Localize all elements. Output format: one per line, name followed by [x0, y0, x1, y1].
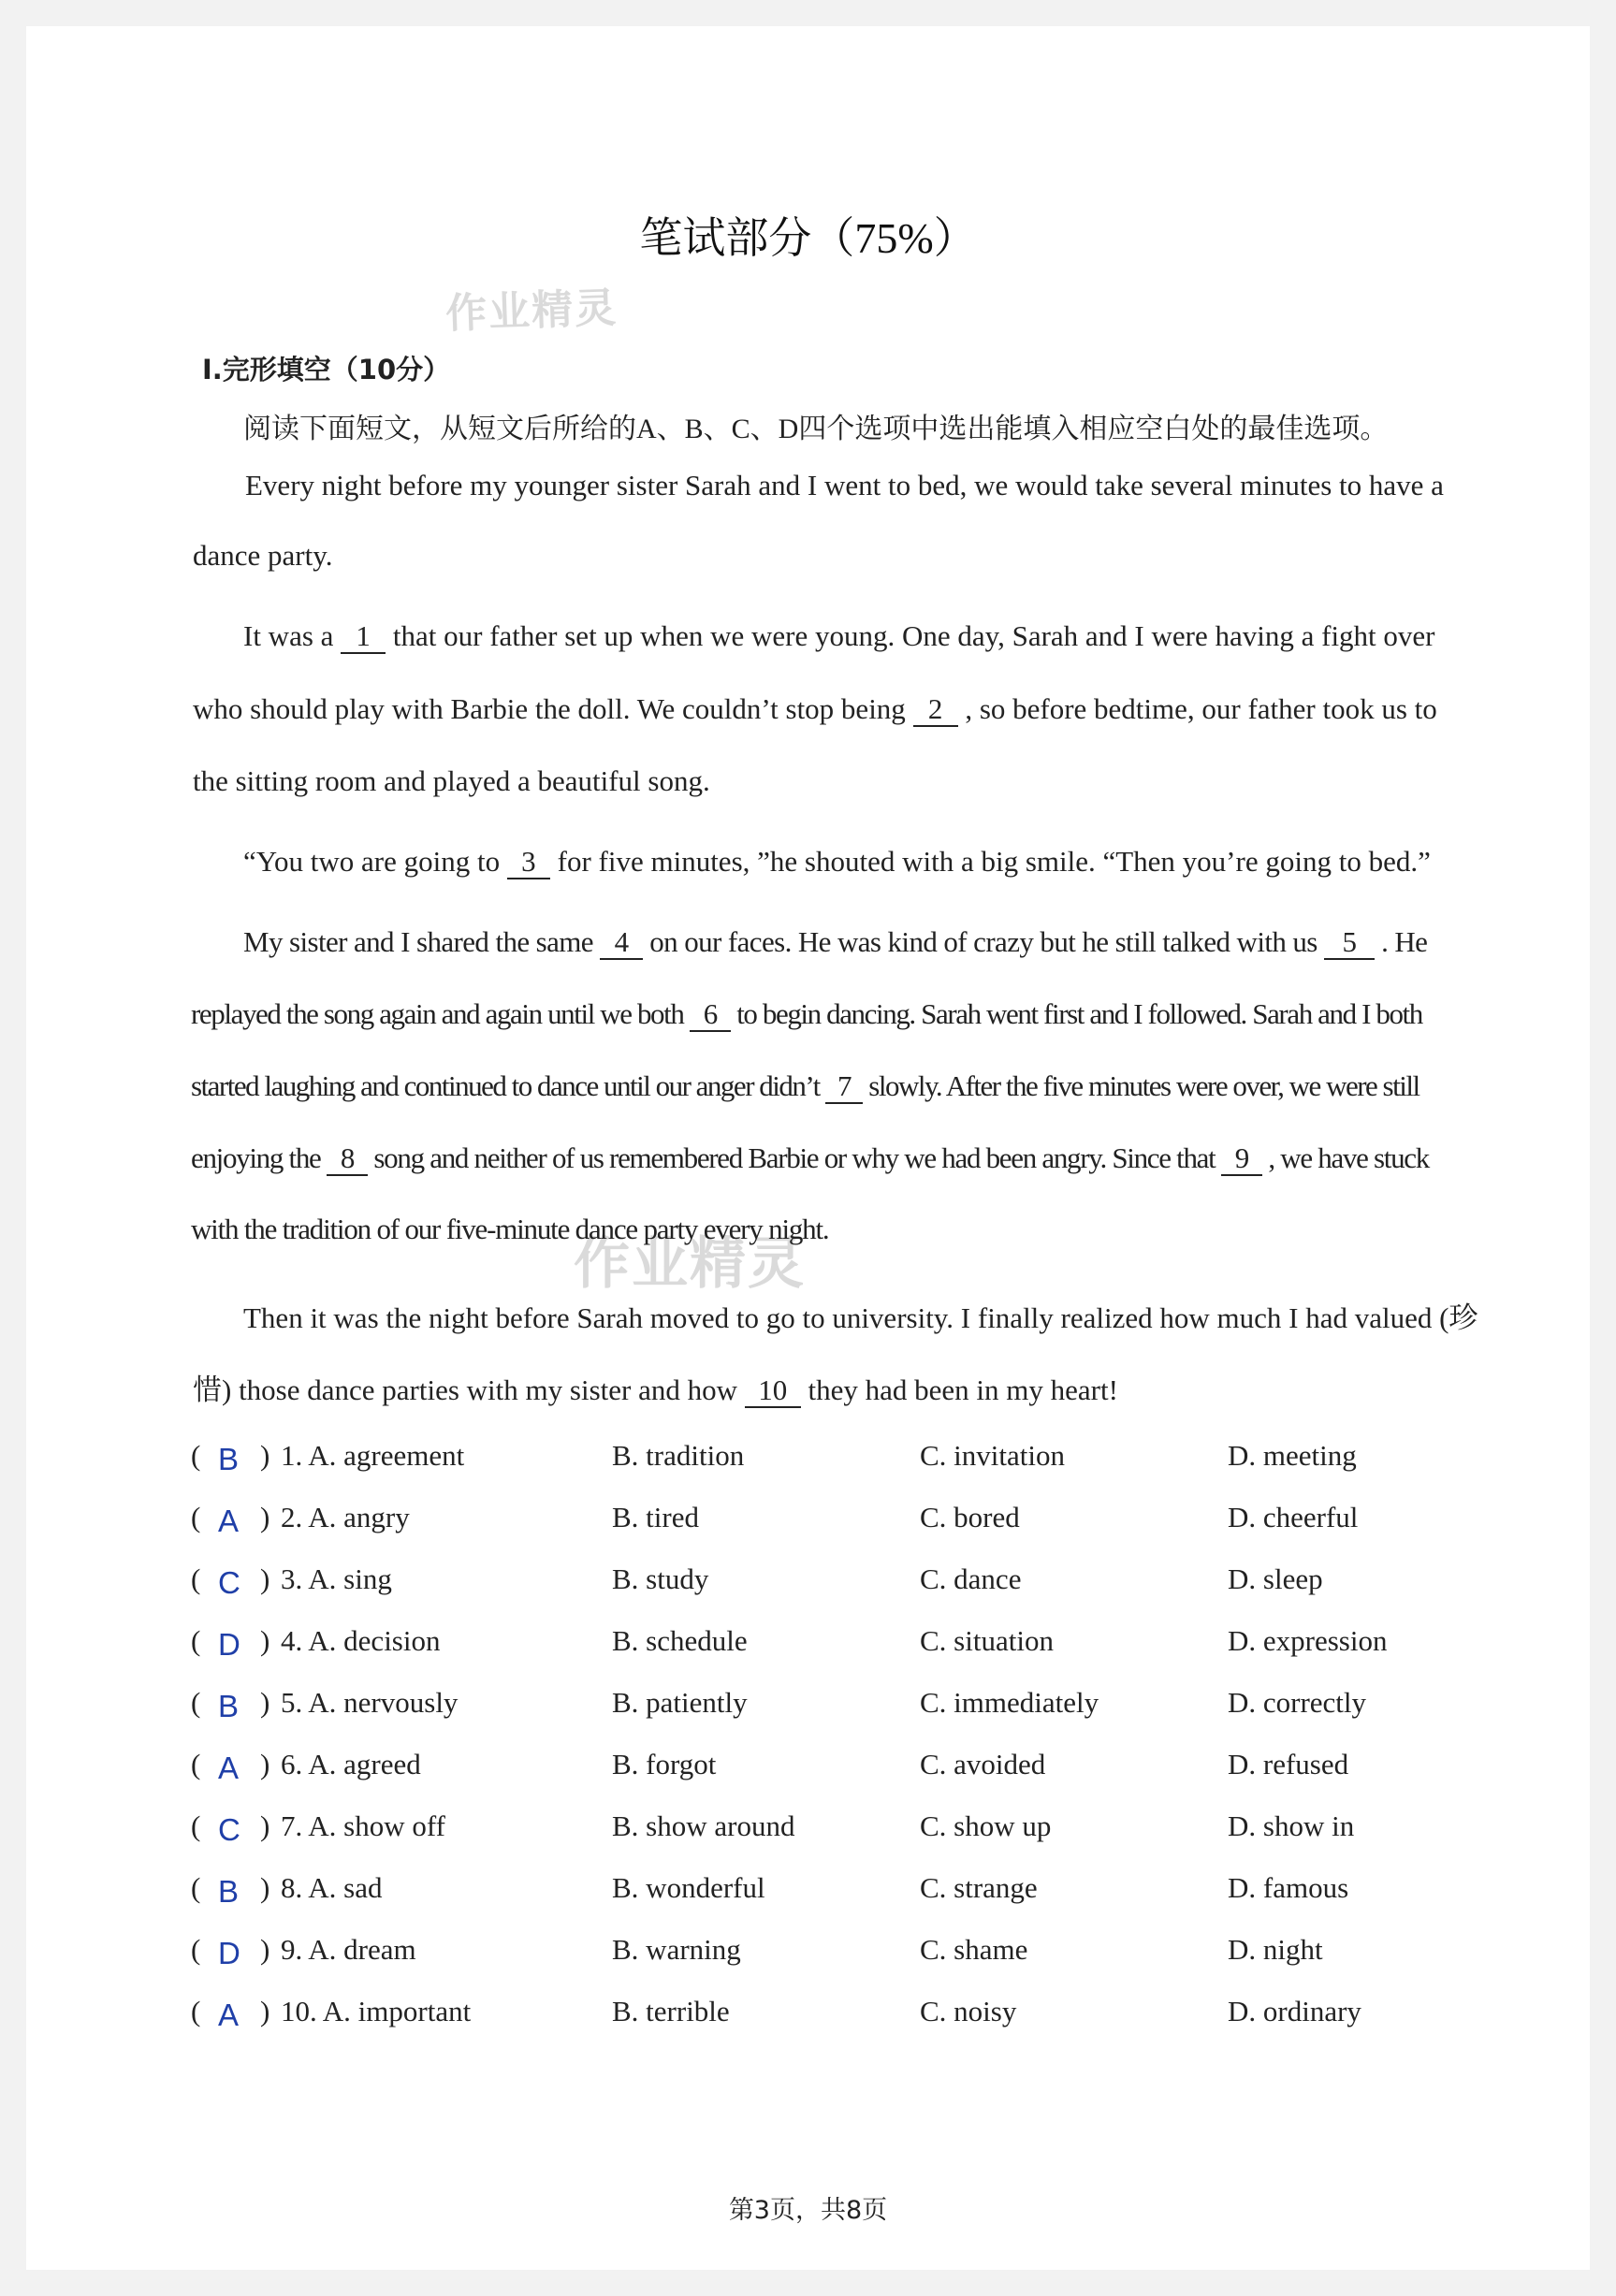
passage-line: replayed the song again and again until we both 6 to begin dancing. Sarah went first and I followed. Sarah and I both: [191, 997, 1422, 1030]
option-c: C. invitation: [920, 1439, 1065, 1472]
passage-line: 惜) those dance parties with my sister and how 10 they had been in my heart!: [193, 1373, 1118, 1406]
passage-line: It was a 1 that our father set up when we were young. One day, Sarah and I were having a fight over: [243, 619, 1435, 652]
blank-1: 1: [341, 621, 386, 654]
answer-mark: A: [218, 1751, 240, 1785]
section-heading: Ⅰ.完形填空（10分）: [202, 354, 451, 385]
passage-line: My sister and I shared the same 4 on our faces. He was kind of crazy but he still talked with us 5 . He: [243, 925, 1428, 958]
option-b: B. patiently: [612, 1686, 748, 1719]
option-a: 3. A. sing: [281, 1562, 392, 1595]
option-a: 10. A. important: [281, 1995, 472, 2027]
answer-mark: A: [218, 1504, 240, 1538]
blank-7: 7: [825, 1071, 863, 1104]
option-d: D. correctly: [1228, 1686, 1367, 1719]
answer-mark: B: [218, 1874, 240, 1909]
passage-line: “You two are going to 3 for five minutes, ”he shouted with a big smile. “Then you’re going to bed.”: [243, 845, 1431, 878]
option-b: B. warning: [612, 1933, 741, 1966]
option-c: C. bored: [920, 1501, 1020, 1533]
answer-mark: C: [218, 1565, 240, 1600]
option-d: D. expression: [1228, 1624, 1388, 1657]
option-a: 7. A. show off: [281, 1809, 445, 1842]
exam-page: 笔试部分（75%） 作业精灵 作业精灵 Ⅰ.完形填空（10分） 阅读下面短文，从短文后所给的A、B、C、D四个选项中选出能填入相应空白处的最佳选项。 Every night before my younger sister Sarah and I went to bed, we would take several minutes to have a dance party. It was a 1 that our father set up when we were young. One day, Sarah and I were having a fight over who should play with Barbie the doll. We couldn’t stop being 2 , so before bedtime, our father took us to the sitting room and played a beautiful song. “You two are going to 3 for five minutes, ”he shouted with a big smile. “Then you’re going to bed.” My sister and I shared the same 4 on our faces. He was kind of crazy but he still talked with us 5 . He replayed the song again and again until we both 6 to begin dancing. Sarah went first and I followed. Sarah and I both started laughing and continued to dance until our anger didn’t 7 slowly. After the five minutes were over, we were still enjoying the 8 song and neither of us remembered Barbie or why we had been angry. Since that 9 , we have stuck with the tradition of our five-minute dance party every night. Then it was the night before Sarah moved to go to university. I finally realized how much I had valued (珍 惜) those dance parties with my sister and how 10 they had been in my heart! ( B ) 1. A. agreement B. tradition C. invitation D. meeting ( A ) 2. A. angry B. tired C. bored D. cheerful ( C ) 3. A. sing B. study C. dance D. sleep ( D ) 4. A. decision B. schedule C. situation D. expression ( B ) 5. A. nervously B. patiently C. immediately D. correctly ( A ) 6. A. agreed B. forgot C. avoided D. refused ( C ) 7. A. show off B. show around C. show up D. show in ( B ) 8. A. sad B. wonderful C. strange D. famous ( D ) 9. A. dream B. warning C. shame D. night ( A ) 10. A. important B. terrible C. noisy D. ordinary 第3页，共8页: [26, 26, 1590, 2270]
option-c: C. show up: [920, 1809, 1052, 1842]
option-c: C. immediately: [920, 1686, 1099, 1719]
page-footer: 第3页，共8页: [728, 2196, 888, 2225]
answer-mark: C: [218, 1812, 240, 1847]
option-c: C. situation: [920, 1624, 1054, 1657]
passage-line: the sitting room and played a beautiful song.: [193, 764, 710, 797]
passage-line: Every night before my younger sister Sarah and I went to bed, we would take several minutes to have a: [245, 469, 1444, 501]
option-b: B. study: [612, 1562, 709, 1595]
answer-mark: A: [218, 1998, 240, 2032]
passage-line: with the tradition of our five-minute dance party every night.: [191, 1213, 829, 1245]
option-b: B. terrible: [612, 1995, 730, 2027]
option-a: 4. A. decision: [281, 1624, 441, 1657]
option-d: D. sleep: [1228, 1562, 1323, 1595]
passage-line: dance party.: [193, 539, 333, 572]
option-a: 8. A. sad: [281, 1871, 383, 1904]
option-b: B. tired: [612, 1501, 699, 1533]
blank-10: 10: [745, 1375, 801, 1408]
option-b: B. forgot: [612, 1748, 717, 1780]
passage-line: started laughing and continued to dance until our anger didn’t 7 slowly. After the five minutes were over, we were still: [191, 1069, 1419, 1102]
page-title: 笔试部分（75%）: [639, 214, 977, 262]
blank-2: 2: [913, 694, 958, 727]
blank-6: 6: [690, 999, 731, 1032]
option-d: D. cheerful: [1228, 1501, 1359, 1533]
option-c: C. avoided: [920, 1748, 1046, 1780]
blank-4: 4: [600, 927, 643, 960]
option-d: D. refused: [1228, 1748, 1349, 1780]
passage-line: Then it was the night before Sarah moved to go to university. I finally realized how much I had valued (珍: [243, 1301, 1478, 1334]
passage-line: who should play with Barbie the doll. We couldn’t stop being 2 , so before bedtime, our father took us to: [193, 692, 1437, 725]
answer-mark: D: [218, 1627, 240, 1662]
option-a: 9. A. dream: [281, 1933, 416, 1966]
answer-mark: D: [218, 1936, 240, 1970]
answer-mark: B: [218, 1442, 240, 1476]
watermark: 作业精灵: [574, 1231, 806, 1297]
blank-9: 9: [1221, 1143, 1262, 1176]
option-d: D. night: [1228, 1933, 1323, 1966]
option-a: 2. A. angry: [281, 1501, 410, 1533]
option-b: B. show around: [612, 1809, 795, 1842]
option-a: 5. A. nervously: [281, 1686, 459, 1719]
option-d: D. show in: [1228, 1809, 1355, 1842]
option-c: C. dance: [920, 1562, 1022, 1595]
option-b: B. wonderful: [612, 1871, 765, 1904]
option-a: 6. A. agreed: [281, 1748, 421, 1780]
answer-mark: B: [218, 1689, 240, 1723]
option-c: C. noisy: [920, 1995, 1017, 2027]
option-c: C. strange: [920, 1871, 1038, 1904]
option-d: D. meeting: [1228, 1439, 1357, 1472]
option-c: C. shame: [920, 1933, 1028, 1966]
option-b: B. tradition: [612, 1439, 745, 1472]
blank-8: 8: [327, 1143, 368, 1176]
instruction: 阅读下面短文，从短文后所给的A、B、C、D四个选项中选出能填入相应空白处的最佳选项。: [243, 414, 1389, 444]
option-a: 1. A. agreement: [281, 1439, 465, 1472]
option-d: D. ordinary: [1228, 1995, 1361, 2027]
option-d: D. famous: [1228, 1871, 1349, 1904]
watermark: 作业精灵: [444, 283, 619, 339]
blank-3: 3: [507, 847, 550, 879]
option-b: B. schedule: [612, 1624, 748, 1657]
blank-5: 5: [1324, 927, 1375, 960]
passage-line: enjoying the 8 song and neither of us remembered Barbie or why we had been angry. Since that 9 , we have stuck: [191, 1141, 1429, 1174]
